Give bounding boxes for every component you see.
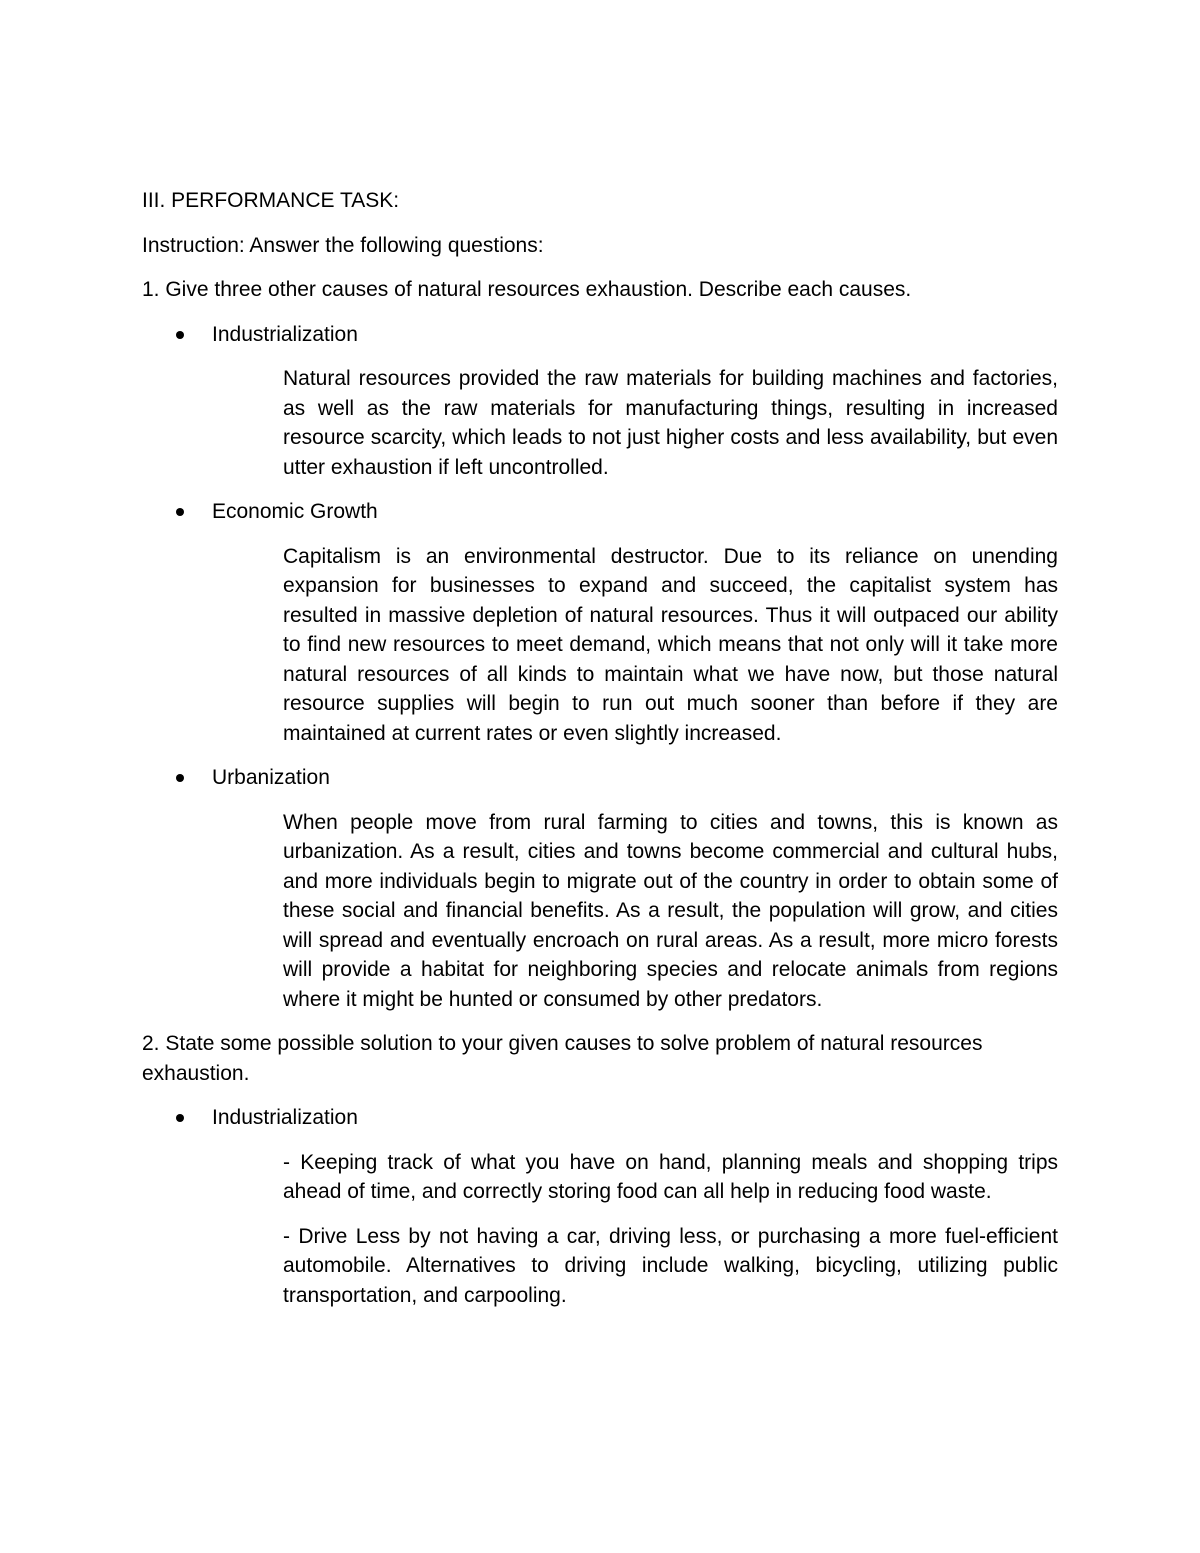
bullet-icon — [176, 1114, 184, 1122]
bullet-icon — [176, 331, 184, 339]
solution-item-drive-less: - Drive Less by not having a car, driving less, or purchasing a more fuel-efficient automobile. Alternatives to driving include walking, bicycling, utilizing public transportation, and carpooling. — [283, 1224, 1058, 1307]
cause-label-industrialization: Industrialization — [212, 322, 358, 346]
cause-description-economic-growth: Capitalism is an environmental destructor. Due to its reliance on unending expansion for businesses to expand and succeed, the capitalist system has resulted in massive depletion of natural resources. Thus it will outpaced our ability to find new resources to meet demand, which means that not only will it take more natural resources of all kinds to maintain what we have now, but those natural resource supplies will begin to run out much sooner than before if they are maintained at current rates or even slightly increased. — [283, 544, 1058, 745]
bullet-item — [142, 497, 1062, 527]
question-2: 2. State some possible solution to your given causes to solve problem of natural resources exhaustion. — [142, 1032, 983, 1085]
document-page — [142, 186, 1062, 1325]
cause-label-economic-growth: Economic Growth — [212, 500, 378, 523]
instruction-text: Instruction: Answer the following questions: — [142, 233, 544, 257]
solution-label-industrialization: Industrialization — [212, 1106, 358, 1129]
bullet-icon — [176, 774, 184, 782]
cause-label-urbanization: Urbanization — [212, 766, 330, 789]
bullet-item — [142, 320, 1062, 350]
solution-item-food-waste: - Keeping track of what you have on hand, planning meals and shopping trips ahead of time, and correctly storing food can all help in reducing food waste. — [283, 1150, 1058, 1203]
cause-description-urbanization: When people move from rural farming to cities and towns, this is known as urbanization. As a result, cities and towns become commercial and cultural hubs, and more individuals begin to migrate out of the country in order to obtain some of these social and financial benefits. As a result, the population will grow, and cities will spread and eventually encroach on rural areas. As a result, more micro forests will provide a habitat for neighboring species and relocate animals from regions where it might be hunted or consumed by other predators. — [283, 810, 1058, 1011]
bullet-item — [142, 763, 1062, 793]
section-title: III. PERFORMANCE TASK: — [142, 189, 400, 212]
question-1: 1. Give three other causes of natural resources exhaustion. Describe each causes. — [142, 278, 912, 301]
bullet-item — [142, 1103, 1062, 1133]
bullet-icon — [176, 508, 184, 516]
cause-description-industrialization: Natural resources provided the raw materials for building machines and factories, as well as the raw materials for manufacturing things, resulting in increased resource scarcity, which leads to not just higher costs and less availability, but even utter exhaustion if left uncontrolled. — [283, 367, 1058, 479]
